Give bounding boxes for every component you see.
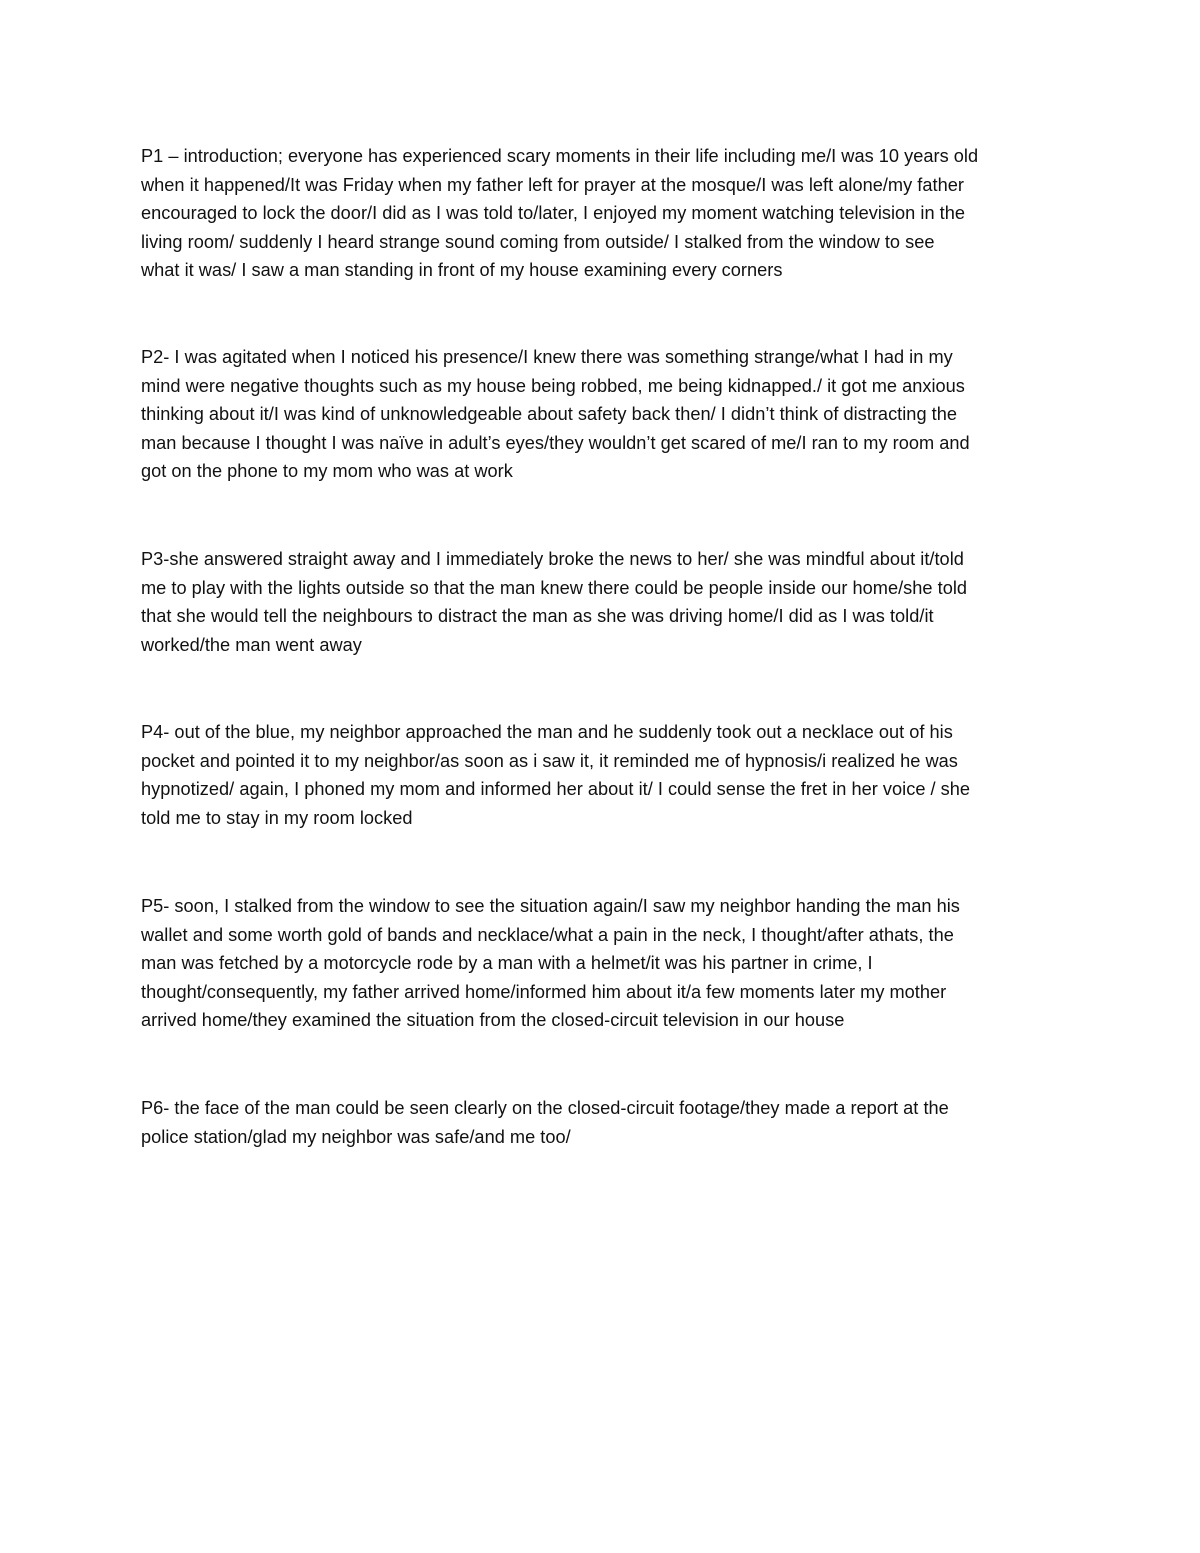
paragraph-p2: P2- I was agitated when I noticed his presence/I knew there was something strange/what I had in my mind were negative thoughts such as my house being robbed, me being kidnapped./ it got me anxious thinking about it/I was kind of unknowledgeable about safety back then/ I didn’t think of distracting the man because I thought I was naïve in adult’s eyes/they wouldn’t get scared of me/I ran to my room and got on the phone to my mom who was at work [141, 347, 970, 481]
paragraph-p4: P4- out of the blue, my neighbor approached the man and he suddenly took out a necklace out of his pocket and pointed it to my neighbor/as soon as i saw it, it reminded me of hypnosis/i realized he was hypnotized/ again, I phoned my mom and informed her about it/ I could sense the fret in her voice / she told me to stay in my room locked [141, 722, 971, 828]
paragraph-p6: P6- the face of the man could be seen clearly on the closed-circuit footage/they made a report at the police station/glad my neighbor was safe/and me too/ [141, 1098, 949, 1147]
paragraph-p5: P5- soon, I stalked from the window to see the situation again/I saw my neighbor handing the man his wallet and some worth gold of bands and necklace/what a pain in the neck, I thought/after athats, the man was fetched by a motorcycle rode by a man with a helmet/it was his partner in crime, I thought/consequently, my father arrived home/informed him about it/a few moments later my mother arrived home/they examined the situation from the closed-circuit television in our house [141, 896, 960, 1030]
paragraph-p3: P3-she answered straight away and I immediately broke the news to her/ she was mindful about it/told me to play with the lights outside so that the man knew there could be people inside our home/she told that she would tell the neighbours to distract the man as she was driving home/I did as I was told/it worked/the man went away [141, 549, 968, 655]
paragraph-p1: P1 – introduction; everyone has experienced scary moments in their life including me/I was 10 years old when it happened/It was Friday when my father left for prayer at the mosque/I was left alone/my father encouraged to lock the door/I did as I was told to/later, I enjoyed my moment watching television in the living room/ suddenly I heard strange sound coming from outside/ I stalked from the window to see what it was/ I saw a man standing in front of my house examining every corners [141, 146, 979, 280]
